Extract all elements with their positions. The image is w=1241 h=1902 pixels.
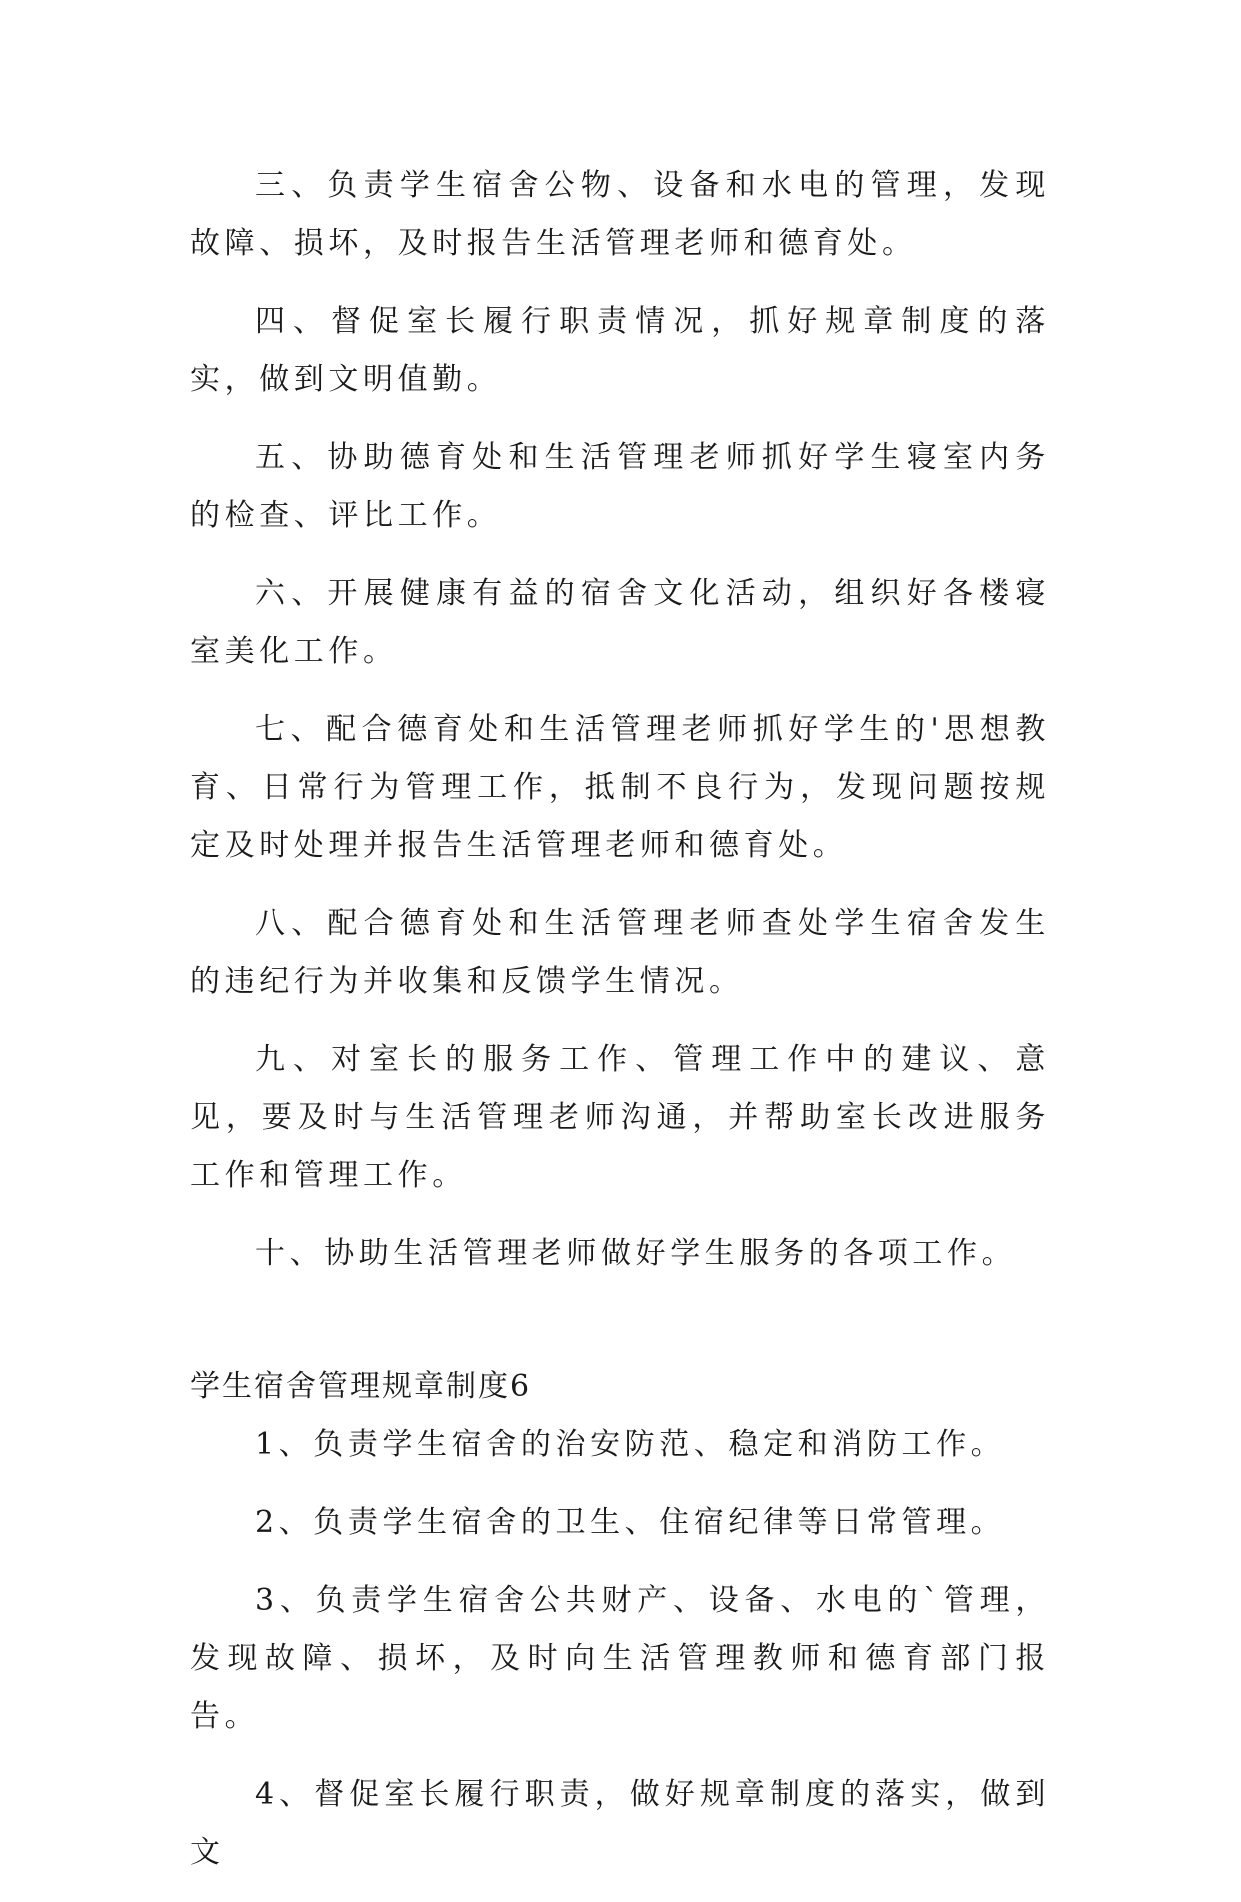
paragraph-item-10: 十、协助生活管理老师做好学生服务的各项工作。	[255, 1236, 1017, 1271]
regulations-section-6	[190, 1358, 1050, 1882]
section-heading: 学生宿舍管理规章制度6	[190, 1369, 532, 1404]
regulation-item-2: 2、负责学生宿舍的卫生、住宿纪律等日常管理。	[255, 1505, 1006, 1540]
paragraph-item-7: 七、配合德育处和生活管理老师抓好学生的'思想教育、日常行为管理工作，抵制不良行为，发现问题按规定及时处理并报告生活管理老师和德育处。	[190, 712, 1050, 863]
regulation-item-1: 1、负责学生宿舍的治安防范、稳定和消防工作。	[255, 1427, 1006, 1462]
paragraph-item-6: 六、开展健康有益的宿舍文化活动，组织好各楼寝室美化工作。	[190, 576, 1050, 669]
regulation-item-3: 3、负责学生宿舍公共财产、设备、水电的`管理，发现故障、损坏，及时向生活管理教师和德育部门报告。	[190, 1583, 1050, 1734]
duties-section	[190, 157, 1050, 1283]
paragraph-item-9: 九、对室长的服务工作、管理工作中的建议、意见，要及时与生活管理老师沟通，并帮助室长改进服务工作和管理工作。	[190, 1042, 1050, 1193]
paragraph-item-4: 四、督促室长履行职责情况，抓好规章制度的落实，做到文明值勤。	[190, 304, 1050, 397]
paragraph-item-5: 五、协助德育处和生活管理老师抓好学生寝室内务的检查、评比工作。	[190, 440, 1050, 533]
regulation-item-4: 4、督促室长履行职责，做好规章制度的落实，做到文	[190, 1777, 1050, 1870]
paragraph-item-3: 三、负责学生宿舍公物、设备和水电的管理，发现故障、损坏，及时报告生活管理老师和德育处。	[190, 168, 1050, 261]
document-body	[190, 157, 1050, 1902]
paragraph-item-8: 八、配合德育处和生活管理老师查处学生宿舍发生的违纪行为并收集和反馈学生情况。	[190, 906, 1050, 999]
